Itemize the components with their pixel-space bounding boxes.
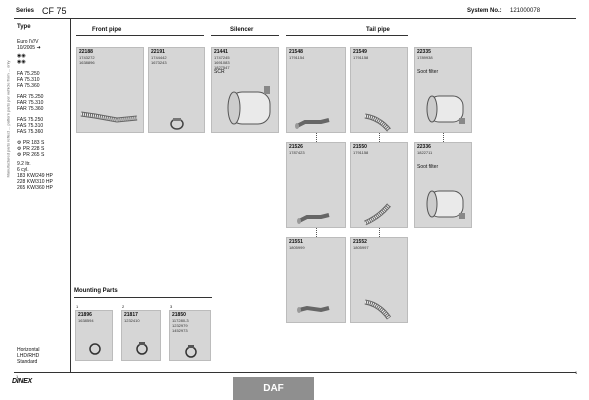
part-code: 1791158 [353,150,369,155]
clamp-icon [149,48,206,134]
soot-filter-icon [415,143,473,229]
system-label: System No.: [467,8,502,14]
part-code: 1787423 [289,150,305,155]
model-far-310: FAR 75.310 [17,100,44,106]
orientation-standard: Standard [17,359,38,365]
footer-rule [14,372,576,373]
dinex-logo: DINEX [12,378,32,385]
mount-index-3: 3 [170,304,173,309]
part-card-21552[interactable] [350,237,408,323]
section-tail-pipe: Tail pipe [366,27,390,33]
spec-displacement: 9.2 ltr. [17,161,31,167]
model-far-250: FAR 75.250 [17,94,44,100]
tail-pipe-icon [287,238,347,324]
part-card-21526[interactable] [286,142,346,228]
part-card-21549[interactable] [350,47,408,133]
tail-pipe-icon [351,238,409,324]
part-code: 1827547 [214,65,230,70]
emission-icon-1: ◉◉ [17,53,26,59]
part-card-21817[interactable] [121,310,161,361]
part-note: Soot filter [417,69,439,75]
part-code: 1232410 [124,318,140,323]
type-label: Type [17,24,31,30]
part-number: 21548 [289,49,303,55]
section-silencer: Silencer [230,27,254,33]
part-card-21850[interactable] [169,310,211,361]
model-fa-360: FA 75.360 [17,83,40,89]
part-card-22188[interactable] [76,47,144,133]
mounting-bracket [74,297,212,298]
part-number: 21850 [172,312,186,318]
engine-pr265: PR 265 S [22,152,45,158]
model-fas-250: FAS 75.250 [17,117,44,123]
part-code: 1791154 [289,55,305,60]
part-code: 1805999 [289,245,305,250]
part-note: SCR [214,69,225,75]
part-code: 1638594 [78,318,94,323]
part-number: 21817 [124,312,138,318]
model-far-360: FAR 75.360 [17,106,44,112]
model-fas-310: FAS 75.310 [17,123,44,129]
part-card-21548[interactable] [286,47,346,133]
part-number: 21526 [289,144,303,150]
make-tab: DAF [233,377,314,400]
part-code: 1747245 [214,55,230,60]
part-number: 21552 [353,239,367,245]
part-card-22335[interactable] [414,47,472,133]
model-fas-360: FAS 75.360 [17,129,44,135]
tail-pipe-icon [351,143,409,229]
tail-pipe-icon [287,48,347,134]
spec-power-183: 183 KW/249 HP [17,173,53,179]
part-card-21550[interactable] [350,142,408,228]
euro-label: Euro IV/V [17,39,39,45]
spec-power-265: 265 KW/360 HP [17,185,53,191]
part-card-21896[interactable] [75,310,113,361]
date-row [17,45,69,51]
part-number: 22191 [151,49,165,55]
part-number: 21896 [78,312,92,318]
part-code: 1743272 [79,55,95,60]
part-number: 21551 [289,239,303,245]
model-fa-250: FA 75.250 [17,71,40,77]
front-pipe-icon [77,48,145,134]
section-front-pipe: Front pipe [92,27,122,33]
part-code: 1232979 [172,323,188,328]
header-rule [14,18,576,19]
part-number: 21550 [353,144,367,150]
orientation-lhd-rhd: LHD/RHD [17,353,40,359]
orientation-horizontal: Horizontal [17,347,40,353]
soot-filter-icon [415,48,473,134]
engine-pr183: PR 183 S [22,140,45,146]
mount-index-1: 1 [76,304,79,309]
side-note: Manufactured parts reflect ... pattern parts per vehicle from ... only [5,60,11,178]
mount-index-2: 2 [122,304,125,309]
engine-row-3 [17,152,69,158]
silencer-bracket [211,35,279,36]
engine-group [17,140,69,158]
spec-cylinders: 6 cyl. [17,167,29,173]
tail-pipe-icon [287,143,347,229]
part-code: 1691083 [214,60,230,65]
model-fa-310: FA 75.310 [17,77,40,83]
series-label: Series [16,8,35,14]
engine-pr228: PR 228 S [22,146,45,152]
connector-line [316,228,317,237]
part-code: 1673243 [151,60,167,65]
front-pipe-bracket [76,35,204,36]
type-block [17,39,69,191]
series-value: CF 75 [42,6,67,16]
far-group [17,94,69,112]
engine-icon: ⚙ [17,140,22,146]
part-number: 22335 [417,49,431,55]
part-card-22191[interactable] [148,47,205,133]
part-code: 1789938 [417,55,433,60]
part-code: 1452973 [172,328,188,333]
part-card-21441[interactable] [211,47,279,133]
fa-group [17,71,69,89]
page-number-left: 1 [16,374,19,379]
part-code: 117280-3 [172,318,189,323]
part-number: 21441 [214,49,228,55]
part-note: Soot filter [417,164,439,170]
system-value: 121000078 [510,8,541,14]
tail-pipe-icon [351,48,409,134]
part-code: 1638896 [79,60,95,65]
clamp-icon [170,311,212,362]
connector-line [316,133,317,142]
part-number: 21549 [353,49,367,55]
part-code: 1744442 [151,55,167,60]
arrow-right-icon: ➜ [36,45,41,51]
part-code: 1822711 [417,150,433,155]
connector-line [379,133,380,142]
orientation-block [17,347,40,365]
fas-group [17,117,69,135]
part-code: 1805997 [353,245,369,250]
part-code: 1791158 [353,55,369,60]
date-label: 10/2005 [17,45,36,51]
engine-icon: ⚙ [17,152,22,158]
engine-icon: ⚙ [17,146,22,152]
emission-icon-2: ◉◉ [17,59,26,65]
spec-power-228: 228 KW/310 HP [17,179,53,185]
connector-line [379,228,380,237]
silencer-icon [212,48,280,134]
part-number: 22336 [417,144,431,150]
emission-icons [17,53,69,65]
clamp-icon [122,311,162,362]
page-number-right: 1 [575,370,578,375]
spec-group [17,161,69,191]
clamp-ring-icon [76,311,114,362]
connector-line [443,133,444,142]
part-card-22336[interactable] [414,142,472,228]
sidebar-divider [70,18,71,372]
part-card-21551[interactable] [286,237,346,323]
tail-pipe-bracket [286,35,408,36]
part-number: 22188 [79,49,93,55]
section-mounting: Mounting Parts [74,288,118,294]
